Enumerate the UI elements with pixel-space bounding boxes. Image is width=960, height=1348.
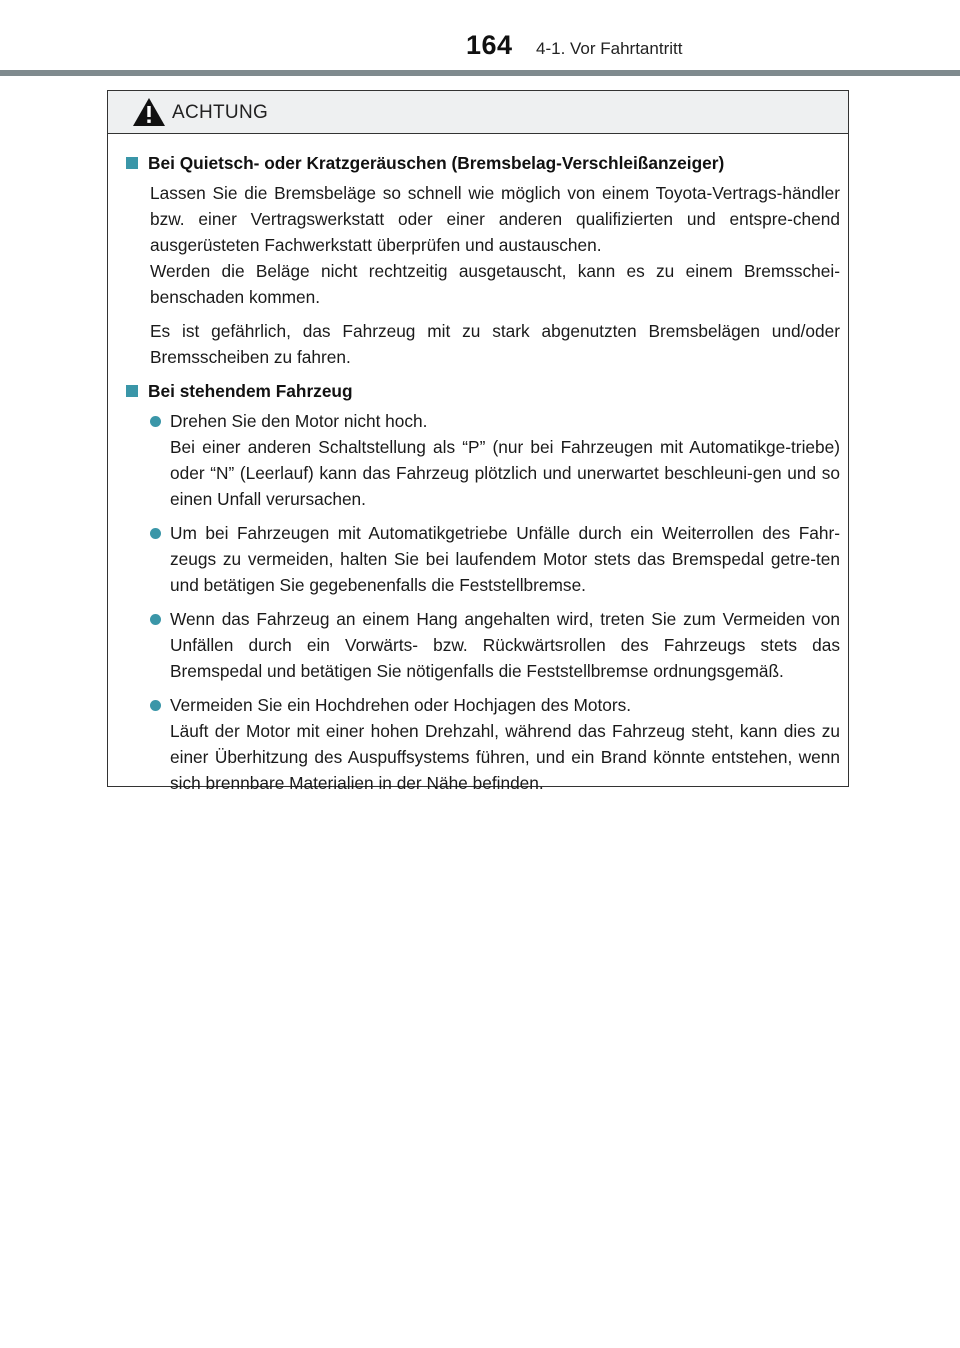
- square-bullet-icon: [126, 385, 138, 397]
- list-item-text: Bei einer anderen Schaltstellung als “P” (nur bei Fahrzeugen mit Automatikge-triebe) oder “N” (Leerlauf) kann das Fahrzeug plötzlich und unerwartet beschleuni-gen und so einen Unfall verursachen.: [170, 437, 840, 509]
- warning-header: [108, 91, 848, 134]
- list-item-text: Wenn das Fahrzeug an einem Hang angehalten wird, treten Sie zum Vermeiden von Unfällen durch ein Vorwärts- bzw. Rückwärtsrollen des Fahrzeugs stets das Bremspedal und betätigen Sie nötigenfalls die Feststellbremse ordnungsgemäß.: [170, 609, 840, 681]
- list-item-lead: Vermeiden Sie ein Hochdrehen oder Hochjagen des Motors.: [170, 695, 632, 715]
- dot-bullet-icon: [150, 700, 161, 711]
- paragraph: Es ist gefährlich, das Fahrzeug mit zu stark abgenutzten Bremsbelägen und/oder Bremsscheiben zu fahren.: [150, 321, 840, 367]
- section-heading-text: Bei stehendem Fahrzeug: [148, 381, 353, 401]
- header-rule: [0, 70, 960, 76]
- paragraph: Werden die Beläge nicht rechtzeitig ausgetauscht, kann es zu einem Bremsschei-benschaden kommen.: [150, 261, 840, 307]
- section-heading: [126, 150, 840, 176]
- warning-box: [107, 90, 849, 793]
- list-item: [126, 606, 840, 684]
- warning-body: [108, 134, 848, 796]
- dot-bullet-icon: [150, 528, 161, 539]
- section-heading: [126, 378, 840, 404]
- page-header: [0, 0, 960, 76]
- square-bullet-icon: [126, 157, 138, 169]
- list-item-text: Um bei Fahrzeugen mit Automatikgetriebe Unfälle durch ein Weiterrollen des Fahr-zeugs zu vermeiden, halten Sie bei laufendem Motor stets das Bremspedal getre-ten und betätigen Sie gegebenenfalls die Feststellbremse.: [170, 523, 840, 595]
- section-heading-text: Bei Quietsch- oder Kratzgeräuschen (Bremsbelag-Verschleißanzeiger): [148, 153, 725, 173]
- list-item-lead: Drehen Sie den Motor nicht hoch.: [170, 411, 428, 431]
- page-number: 164: [466, 30, 513, 60]
- warning-triangle-icon: [132, 97, 166, 127]
- list-item-text: Läuft der Motor mit einer hohen Drehzahl, während das Fahrzeug steht, kann dies zu einer Überhitzung des Auspuffsystems führen, und ein Brand könnte entstehen, wenn sich brennbare Materialien in der Nähe befinden.: [170, 721, 840, 793]
- dot-bullet-icon: [150, 614, 161, 625]
- list-item: [126, 408, 840, 512]
- warning-label: ACHTUNG: [172, 102, 269, 123]
- paragraph: Lassen Sie die Bremsbeläge so schnell wie möglich von einem Toyota-Vertrags-händler bzw. einer Vertragswerkstatt oder einer anderen qualifizierten und entspre-chend ausgerüsteten Fachwerkstatt überprüfen und austauschen.: [150, 183, 840, 255]
- list-item: [126, 520, 840, 598]
- dot-bullet-icon: [150, 416, 161, 427]
- section-title: 4-1. Vor Fahrtantritt: [536, 39, 683, 58]
- list-item: [126, 692, 840, 796]
